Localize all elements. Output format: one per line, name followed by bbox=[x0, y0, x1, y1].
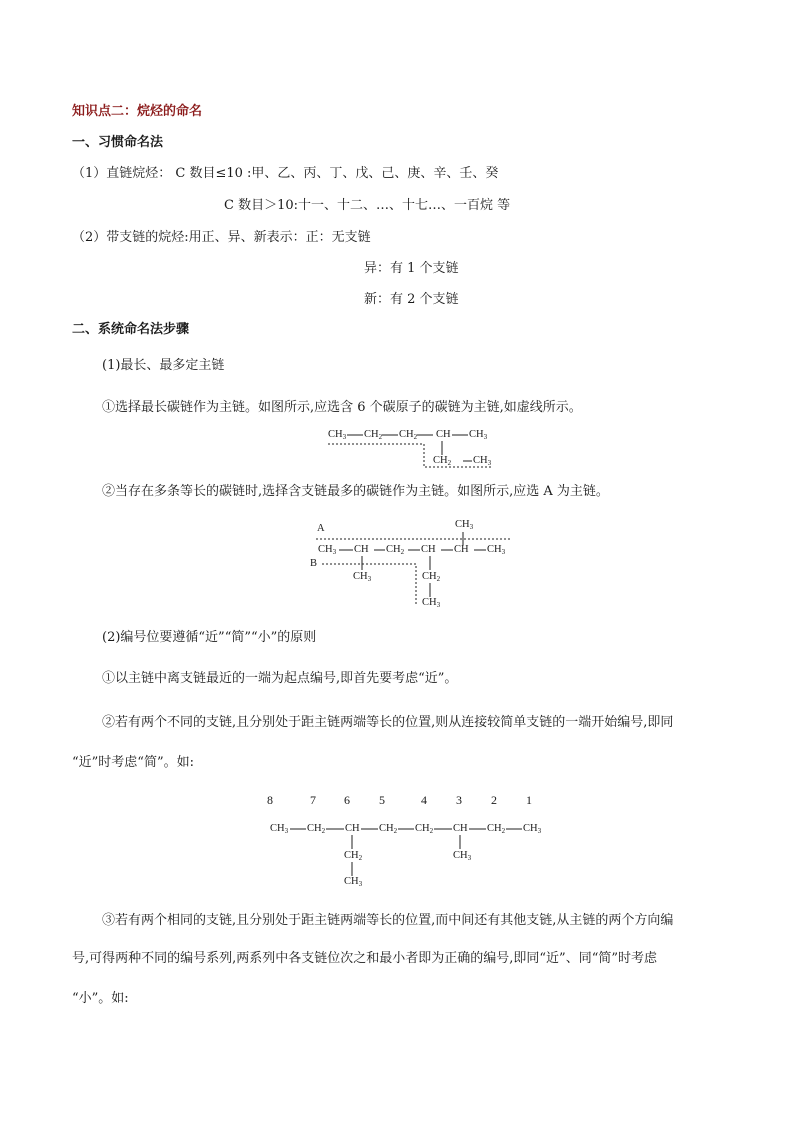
fig1-ch2-a: $CH_2$ bbox=[364, 429, 383, 441]
fig3-num-6: 6 bbox=[344, 793, 350, 807]
section-title: 知识点二：烷烃的命名 bbox=[72, 104, 203, 119]
fig3-c3: CH bbox=[453, 823, 468, 834]
straight-chain-line-2: C 数目＞10:十一、十二、…、十七…、一百烷 等 bbox=[224, 198, 511, 213]
fig2-top-ch3: $CH_3$ bbox=[455, 519, 474, 531]
fig2-ch3-right: $CH_3$ bbox=[487, 544, 506, 556]
neo-line: 新：有 2 个支链 bbox=[364, 292, 459, 307]
fig1-ch2-b: $CH_2$ bbox=[399, 429, 418, 441]
straight-chain-line: （1）直链烷烃： C 数目≤10 :甲、乙、丙、丁、戊、己、庚、辛、壬、癸 bbox=[72, 166, 499, 181]
fig2-ch2: $CH_2$ bbox=[386, 544, 405, 556]
fig3-b2-ch3: $CH_3$ bbox=[453, 850, 472, 862]
step2-para2b: “近”时考虑“简”。如: bbox=[72, 755, 194, 770]
fig3-num-8: 8 bbox=[267, 793, 273, 807]
fig3-b1-ch3: $CH_3$ bbox=[344, 876, 363, 888]
fig1-branch-ch2: $CH_2$ bbox=[433, 455, 452, 467]
fig3-b1-ch2: $CH_2$ bbox=[344, 850, 363, 862]
fig3-c7: $CH_2$ bbox=[307, 823, 326, 835]
fig1-ch3-left: $CH_3$ bbox=[328, 429, 347, 441]
fig3-num-7: 7 bbox=[310, 793, 316, 807]
fig2-b1-ch3: $CH_3$ bbox=[353, 571, 372, 583]
fig2-label-b: B bbox=[310, 558, 318, 569]
heading-common-naming: 一、习惯命名法 bbox=[72, 135, 164, 150]
fig3-c5: $CH_2$ bbox=[379, 823, 398, 835]
branched-chain-line: （2）带支链的烷烃:用正、异、新表示：正：无支链 bbox=[72, 230, 371, 245]
fig3-num-2: 2 bbox=[491, 793, 497, 807]
step1-title: (1)最长、最多定主链 bbox=[102, 358, 225, 373]
fig2-ch-2: CH bbox=[421, 544, 436, 555]
fig2-ch-3: CH bbox=[454, 544, 469, 555]
fig3-num-3: 3 bbox=[456, 793, 462, 807]
heading-systematic-naming: 二、系统命名法步骤 bbox=[72, 322, 190, 337]
fig3-c2: $CH_2$ bbox=[487, 823, 506, 835]
step1-para2: ②当存在多条等长的碳链时,选择含支链最多的碳链作为主链。如图所示,应选 A 为主链。 bbox=[102, 484, 609, 499]
step2-para1: ①以主链中离支链最近的一端为起点编号,即首先要考虑“近”。 bbox=[102, 671, 458, 686]
fig3-num-5: 5 bbox=[379, 793, 385, 807]
fig1-ch3-right: $CH_3$ bbox=[469, 429, 488, 441]
fig1-ch: CH bbox=[436, 429, 451, 440]
step1-para1: ①选择最长碳链作为主链。如图所示,应选含 6 个碳原子的碳链为主链,如虚线所示。 bbox=[102, 400, 582, 415]
fig3-num-1: 1 bbox=[526, 793, 532, 807]
fig3-c1: $CH_3$ bbox=[523, 823, 542, 835]
step2-title: (2)编号位要遵循“近”“简”“小”的原则 bbox=[102, 630, 317, 645]
step2-para3c: “小”。如: bbox=[72, 991, 129, 1006]
step2-para3a: ③若有两个相同的支链,且分别处于距主链两端等长的位置,而中间还有其他支链,从主链的两个方向编 bbox=[102, 913, 674, 928]
fig3-c6: CH bbox=[345, 823, 360, 834]
step2-para2a: ②若有两个不同的支链,且分别处于距主链两端等长的位置,则从连接较简单支链的一端开始编号,即同 bbox=[102, 715, 674, 730]
iso-line: 异：有 1 个支链 bbox=[364, 261, 459, 276]
fig2-ch3-left: $CH_3$ bbox=[318, 544, 337, 556]
fig2-b2-ch3: $CH_3$ bbox=[422, 597, 441, 609]
fig3-c8: $CH_3$ bbox=[270, 823, 289, 835]
step2-para3b: 号,可得两种不同的编号系列,两系列中各支链位次之和最小者即为正确的编号,即同“近”、同“简”时考虑 bbox=[72, 951, 657, 966]
fig3-num-4: 4 bbox=[421, 793, 427, 807]
fig3-c4: $CH_2$ bbox=[415, 823, 434, 835]
fig2-label-a: A bbox=[317, 523, 325, 534]
fig2-ch-1: CH bbox=[354, 544, 369, 555]
fig1-branch-ch3: $CH_3$ bbox=[473, 455, 492, 467]
fig2-b2-ch2: $CH_2$ bbox=[422, 571, 441, 583]
